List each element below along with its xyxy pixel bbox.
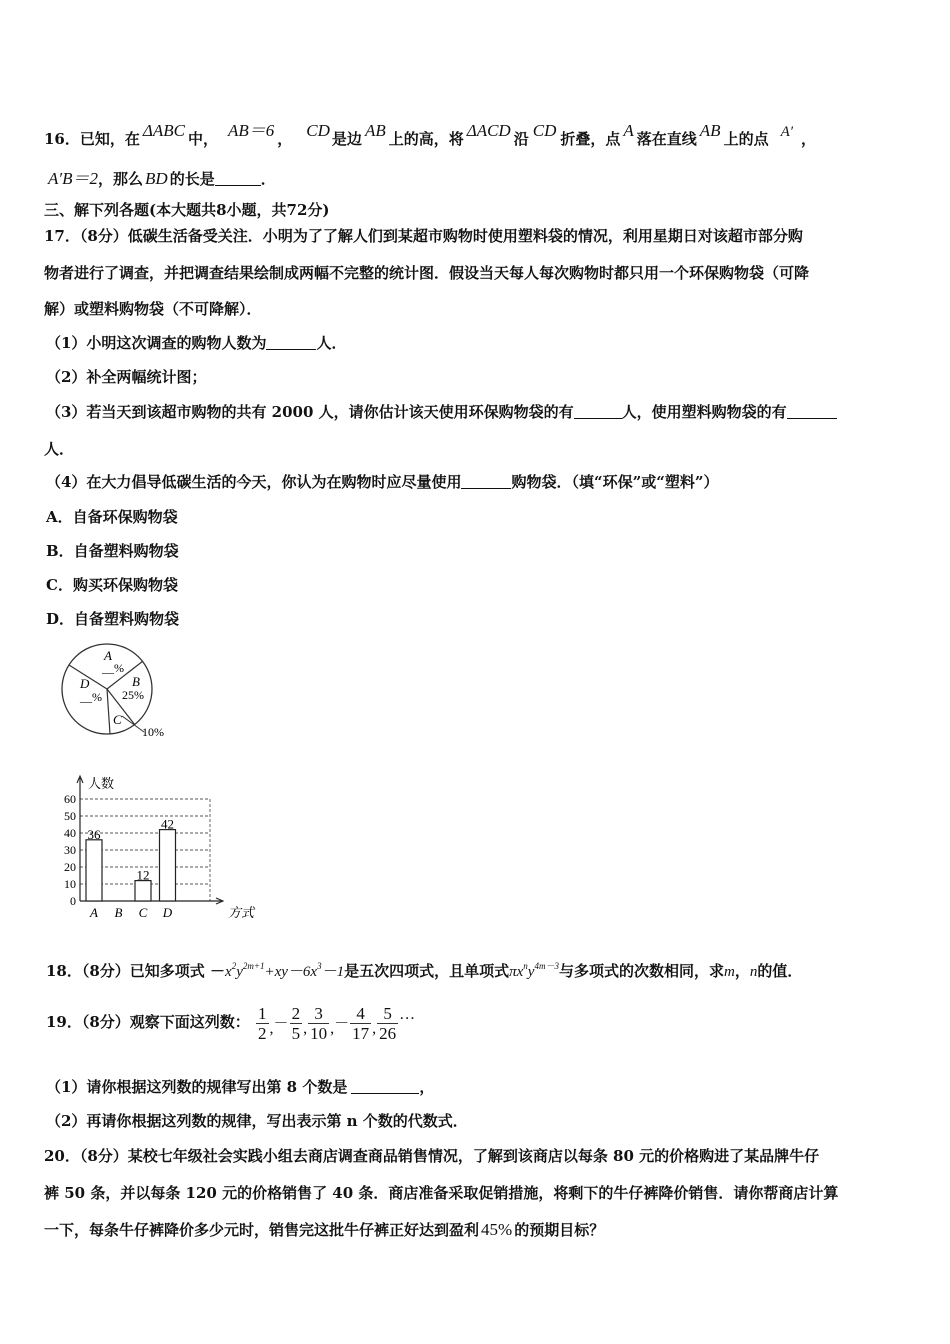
option-c: C．购买环保购物袋 (46, 576, 178, 594)
fraction-numerator: 4 (350, 1004, 371, 1024)
fraction-separator: , (303, 1020, 308, 1037)
answer-blank (461, 474, 511, 489)
option-d: D．自备塑料购物袋 (46, 610, 180, 628)
answer-blank (574, 404, 622, 419)
fraction (256, 1004, 269, 1043)
question-17-part3: （3）若当天到该超市购物的共有 2000 人，请你估计该天使用环保购物袋的有 人，使用塑料购物袋的有 (46, 401, 837, 422)
y-tick-label: 10 (64, 877, 76, 891)
question-17-part4: （4）在大力倡导低碳生活的今天，你认为在购物时应尽量使用 购物袋．（填“环保”或“塑料”） (46, 473, 719, 491)
option-a: A．自备环保购物袋 (46, 508, 178, 526)
question-number: 16． (44, 130, 80, 148)
x-axis-title: 方式 (228, 905, 255, 920)
section-heading: 三、解下列各题(本大题共8小题，共72分) (44, 201, 330, 219)
polynomial-expr: $x^2y^{2m+1}+xy-6x^3-1$ (225, 961, 345, 980)
question-16-line2: A′B＝2，那么 BD 的长是 ． (48, 169, 276, 188)
fraction (308, 1004, 329, 1043)
question-19-part2: （2）再请你根据这列数的规律，写出表示第 n 个数的代数式． (46, 1112, 468, 1130)
bar (135, 881, 151, 901)
question-17-part2: （2）补全两幅统计图； (46, 368, 207, 386)
x-tick-label: B (114, 905, 123, 920)
question-20-line3: 一下，每条牛仔裤降价多少元时，销售完这批牛仔裤正好达到盈利 45% 的预期目标？ (44, 1220, 605, 1239)
question-17-part1: （1）小明这次调查的购物人数为 人． (46, 334, 347, 352)
fraction (350, 1004, 371, 1043)
pie-label-d: D (80, 676, 90, 691)
bar-data-label: 42 (161, 816, 174, 832)
fraction-numerator: 2 (291, 1003, 301, 1023)
fraction-sequence (255, 1003, 399, 1043)
question-17-line1: 17．（8分）低碳生活备受关注．小明为了了解人们到某超市购物时使用塑料袋的情况，利用星期日对该超市部分购 (44, 227, 803, 245)
option-b: B．自备塑料购物袋 (46, 542, 179, 560)
bar-chart (52, 770, 255, 928)
x-tick-label: A (90, 905, 98, 920)
answer-blank (351, 1079, 419, 1094)
question-19: 19．（8分）观察下面这列数： $\frac{1}{2}$ ,－ $\frac{2}{5}$ , $\frac{3}{10}$ ,－ $\frac{4}{17}$ , $\frac{5}{26}$ … (46, 1003, 416, 1043)
question-20-line1: 20．（8分）某校七年级社会实践小组去商店调查商品销售情况，了解到该商店以每条 80 元的价格购进了某品牌牛仔 (44, 1147, 820, 1165)
fraction-numerator: 3 (308, 1004, 329, 1024)
pie-label-c-pct: 10% (142, 725, 164, 739)
fraction-denominator: 5 (291, 1023, 301, 1043)
answer-blank (215, 171, 261, 186)
answer-blank (787, 404, 837, 419)
bar-data-label: 12 (136, 867, 150, 883)
y-tick-label: 30 (64, 843, 76, 857)
pie-label-c: C (113, 712, 122, 727)
pie-chart (56, 640, 186, 745)
pie-label-d-pct: __% (80, 690, 102, 704)
fraction-numerator: 5 (377, 1004, 398, 1024)
y-axis-title: 人数 (88, 776, 115, 791)
fraction-sign: － (273, 1014, 289, 1032)
fraction-denominator: 26 (379, 1023, 397, 1043)
fraction (377, 1004, 398, 1043)
question-17-part3-end: 人． (44, 440, 75, 458)
question-16-line1: 16．已知，在 ΔABC 中， AB＝6 ， CD 是边 AB 上的高，将 ΔACD 沿 CD 折叠，点 A 落在直线 AB 上的点 A′ ， (44, 121, 817, 148)
x-tick-label: C (138, 905, 148, 920)
question-17-line2: 物者进行了调查，并把调查结果绘制成两幅不完整的统计图．假设当天每人每次购物时都只用一个环保购物袋（可降 (44, 264, 810, 282)
fraction-separator: , (330, 1020, 335, 1037)
question-19-part1: （1）请你根据这列数的规律写出第 8 个数是 ， (46, 1078, 435, 1096)
fraction-denominator: 10 (310, 1023, 328, 1043)
profit-percent: 45% (481, 1220, 513, 1239)
pie-divider-cd (107, 689, 110, 734)
question-18: 18．（8分）已知多项式 $-x^2y^{2m+1}+xy-6x^3-1$是五次四项式，且单项式$\pi x^ny^{4m-3}$与多项式的次数相同，求m，n的值． (46, 961, 803, 980)
fraction-numerator: 1 (258, 1003, 267, 1023)
bar (86, 840, 102, 901)
fraction-denominator: 2 (258, 1023, 267, 1043)
triangle-abc: ΔABC (142, 121, 185, 140)
pie-label-a-pct: __% (102, 661, 124, 675)
pie-label-a: A (104, 648, 112, 663)
fraction (290, 1004, 303, 1043)
monomial-expr: $\pi x^ny^{4m-3}$ (509, 961, 559, 980)
y-tick-label: 50 (64, 809, 76, 823)
bar-data-label: 36 (87, 826, 101, 842)
fraction-sign: － (334, 1014, 350, 1032)
y-tick-label: 20 (64, 860, 76, 874)
fraction-separator: , (269, 1020, 274, 1037)
x-tick-label: D (162, 905, 173, 920)
y-tick-label: 60 (64, 792, 76, 806)
question-17-line3: 解）或塑料购物袋（不可降解）． (44, 300, 262, 318)
fraction-separator: , (372, 1020, 377, 1037)
pie-label-b: B (132, 674, 140, 689)
question-20-line2: 裤 50 条，并以每条 120 元的价格销售了 40 条．商店准备采取促销措施，将剩下的牛仔裤降价销售．请你帮商店计算 (44, 1184, 839, 1202)
fraction-denominator: 17 (352, 1023, 370, 1043)
y-tick-label: 40 (64, 826, 76, 840)
answer-blank (266, 335, 316, 350)
pie-label-b-pct: 25% (122, 688, 144, 702)
bar (160, 830, 176, 901)
y-tick-label: 0 (70, 894, 76, 908)
